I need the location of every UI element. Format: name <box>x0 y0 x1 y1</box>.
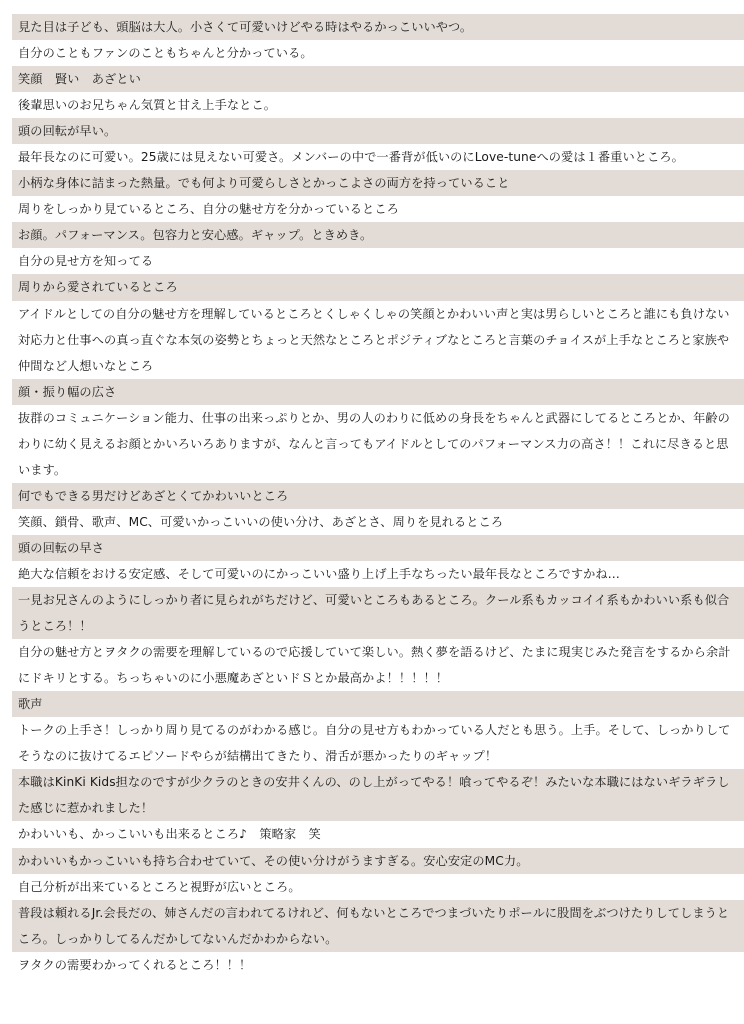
comment-row: 自分の魅せ方とヲタクの需要を理解しているので応援していて楽しい。熱く夢を語るけど、たまに現実じみた発言をするから余計にドキリとする。ちっちゃいのに小悪魔あざといドＳとか最高かよ！！！！！ <box>12 639 744 691</box>
comment-row: 笑顔 賢い あざとい <box>12 66 744 92</box>
comment-row: 自分の見せ方を知ってる <box>12 248 744 274</box>
comment-row: かわいいもかっこいいも持ち合わせていて、その使い分けがうますぎる。安心安定のMC力。 <box>12 848 744 874</box>
comment-row: 顔・振り幅の広さ <box>12 379 744 405</box>
comment-row: 自己分析が出来ているところと視野が広いところ。 <box>12 874 744 900</box>
comment-row: 周りから愛されているところ <box>12 274 744 300</box>
comment-row: お顔。パフォーマンス。包容力と安心感。ギャップ。ときめき。 <box>12 222 744 248</box>
comment-row: アイドルとしての自分の魅せ方を理解しているところとくしゃくしゃの笑顔とかわいい声と実は男らしいところと誰にも負けない対応力と仕事への真っ直ぐな本気の姿勢とちょっと天然なところとポジティブなところと言葉のチョイスが上手なところと家族や仲間など人想いなところ <box>12 301 744 379</box>
comment-row: 歌声 <box>12 691 744 717</box>
comment-row: 自分のこともファンのこともちゃんと分かっている。 <box>12 40 744 66</box>
comment-row: 何でもできる男だけどあざとくてかわいいところ <box>12 483 744 509</box>
comment-row: 周りをしっかり見ているところ、自分の魅せ方を分かっているところ <box>12 196 744 222</box>
comment-row: 本職はKinKi Kids担なのですが少クラのときの安井くんの、のし上がってやる！喰ってやるぞ！みたいな本職にはないギラギラした感じに惹かれました！ <box>12 769 744 821</box>
comment-row: 最年長なのに可愛い。25歳には見えない可愛さ。メンバーの中で一番背が低いのにLove-tuneへの愛は１番重いところ。 <box>12 144 744 170</box>
comment-row: かわいいも、かっこいいも出来るところ♪ 策略家 笑 <box>12 821 744 847</box>
comment-list <box>12 0 744 978</box>
comment-row: 笑顔、鎖骨、歌声、MC、可愛いかっこいいの使い分け、あざとさ、周りを見れるところ <box>12 509 744 535</box>
comment-row: ヲタクの需要わかってくれるところ！！！ <box>12 952 744 978</box>
comment-row: 頭の回転が早い。 <box>12 118 744 144</box>
comment-row: トークの上手さ！しっかり周り見てるのがわかる感じ。自分の見せ方もわかっている人だとも思う。上手。そして、しっかりしてそうなのに抜けてるエピソードやらが結構出てきたり、滑舌が悪かったりのギャップ！ <box>12 717 744 769</box>
comment-row: 頭の回転の早さ <box>12 535 744 561</box>
comment-row: 小柄な身体に詰まった熱量。でも何より可愛らしさとかっこよさの両方を持っていること <box>12 170 744 196</box>
comment-row: 抜群のコミュニケーション能力、仕事の出来っぷりとか、男の人のわりに低めの身長をちゃんと武器にしてるところとか、年齢のわりに幼く見えるお顔とかいろいろありますが、なんと言ってもアイドルとしてのパフォーマンス力の高さ！！これに尽きると思います。 <box>12 405 744 483</box>
comment-row: 後輩思いのお兄ちゃん気質と甘え上手なとこ。 <box>12 92 744 118</box>
comment-row: 一見お兄さんのようにしっかり者に見られがちだけど、可愛いところもあるところ。クール系もカッコイイ系もかわいい系も似合うところ！！ <box>12 587 744 639</box>
comment-row: 普段は頼れるJr.会長だの、姉さんだの言われてるけれど、何もないところでつまづいたりポールに股間をぶつけたりしてしまうところ。しっかりしてるんだかしてないんだかわからない。 <box>12 900 744 952</box>
comment-row: 見た目は子ども、頭脳は大人。小さくて可愛いけどやる時はやるかっこいいやつ。 <box>12 14 744 40</box>
comment-row: 絶大な信頼をおける安定感、そして可愛いのにかっこいい盛り上げ上手なちったい最年長なところですかね… <box>12 561 744 587</box>
